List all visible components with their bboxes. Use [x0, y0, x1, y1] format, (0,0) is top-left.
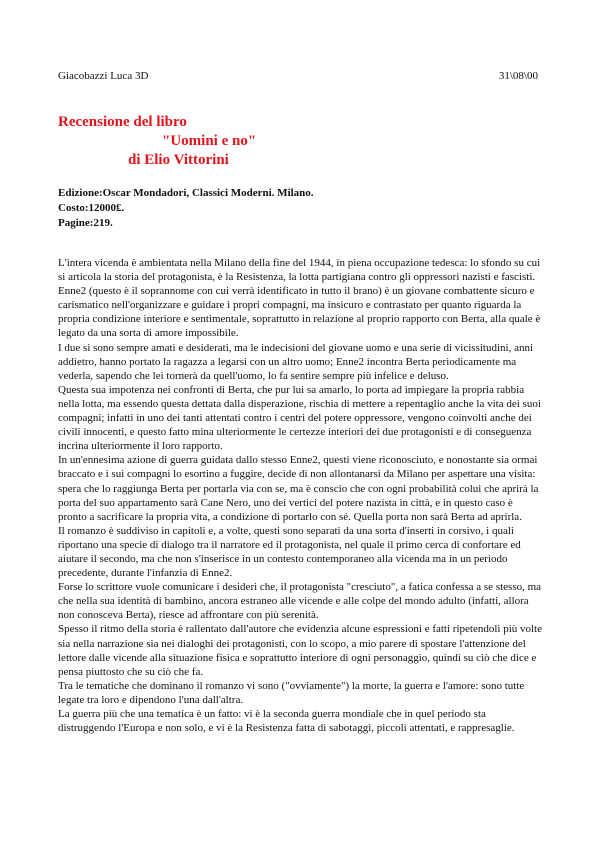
paragraph: In un'ennesima azione di guerra guidata dallo stesso Enne2, questi viene riconosciuto, e nonostante sia ormai braccato e i sui compagni lo esortino a fuggire, decide di non allontanarsi da Milano per aspettare una visita: spera che lo raggiunga Berta per portarla via con se, ma è conscio che con ogni probabilità colui che aprirà la porta del suo appartamento sarà Cane Nero, uno dei vertici del potere nazista in città, e in questo caso è pronto a sacrificare la propria vita, a condizione di portarlo con sé. Quella porta non sarà Berta ad aprirla.: [58, 454, 539, 523]
page-header: [58, 70, 538, 84]
paragraph: Spesso il ritmo della storia è rallentato dall'autore che evidenzia alcune espressioni e fatti ripetendoli più volte sia nella narrazione sia nei dialoghi dei protagonisti, con lo scopo, a mio parere di spostare l'attenzione del lettore dalle vicende alla situazione fisica e soprattutto interiore di ogni personaggio, quindi su ciò che dice e pensa piuttosto che su ciò che fa.: [58, 623, 542, 678]
paragraph: La guerra più che una tematica è un fatto: vi è la seconda guerra mondiale che in quel periodo sta distruggendo l'Europa e non solo, e vi è la Resistenza fatta di sabotaggi, piccoli attentati, e rappresaglie.: [58, 708, 515, 735]
paragraph: L'intera vicenda è ambientata nella Milano della fine del 1944, in piena occupazione tedesca: lo sfondo su cui si articola la storia del protagonista, è la Resistenza, la lotta partigiana contro gli oppressori nazisti e fascisti.: [58, 257, 541, 284]
paragraph: Questa sua impotenza nei confronti di Berta, che pur lui sa amarlo, lo porta ad impiegare la propria rabbia nella lotta, ma essendo questa dettata dalla disperazione, rischia di mettere a repentaglio anche la vita dei suoi compagni; infatti in uno dei tanti attentati contro i centri del potere oppressore, vengono coinvolti anche dei civili innocenti, e questo fatto mina ulteriormente le certezze interiori dei due protagonisti e di conseguenza incrina ulteriormente il loro rapporto.: [58, 383, 541, 453]
cost-info: Costo:12000₤.: [58, 202, 125, 214]
edition-info: Edizione:Oscar Mondadori, Classici Moderni. Milano.: [58, 187, 314, 199]
review-title: [58, 113, 538, 170]
paragraph: Il romanzo è suddiviso in capitoli e, a volte, questi sono separati da una sorta d'inserti in corsivo, i quali riportano una specie di dialogo tra il narratore ed il protagonista, nel quale il primo cerca di confortare ed aiutare il secondo, ma che non s'inserisce in un contesto contemporaneo alla vicenda ma in un periodo precedente, durante l'infanzia di Enne2.: [58, 524, 521, 580]
title-line-2: "Uomini e no": [162, 133, 257, 149]
paragraph: Forse lo scrittore vuole comunicare i desideri che, il protagonista "cresciuto", a fatica confessa a se stesso, ma che nella sua identità di bambino, ancora estraneo alle vicende e alle colpe del mondo adulto (infatti, allora non conosceva Berta), riesce ad affrontare con più serenità.: [58, 581, 542, 622]
title-line-3: di Elio Vittorini: [128, 152, 229, 168]
book-info: [58, 186, 314, 231]
author-class-label: Giacobazzi Luca 3D: [58, 70, 149, 82]
document-date: 31\08\00: [498, 70, 538, 82]
review-body: [58, 256, 543, 735]
paragraph: Tra le tematiche che dominano il romanzo vi sono ("ovviamente") la morte, la guerra e l'amore: sono tutte legate tra loro e dipendono l'una dall'altra.: [58, 679, 525, 706]
pages-info: Pagine:219.: [58, 217, 113, 229]
paragraph: Enne2 (questo è il soprannome con cui verrà identificato in tutto il brano) è un giovane combattente sicuro e carismatico nell'organizzare e guidare i propri compagni, ma insicuro e contrastato per quanto riguarda la propria condizione interiore e sentimentale, soprattutto in relazione al proprio rapporto con Berta, alla quale è legato da una sorta di amore impossibile.: [58, 285, 541, 340]
title-line-1: Recensione del libro: [58, 114, 187, 130]
paragraph: I due si sono sempre amati e desiderati, ma le indecisioni del giovane uomo e una serie di vicissitudini, anni addietro, hanno portato la ragazza a legarsi con un altro uomo; Enne2 incontra Berta periodicamente ma vederla, sapendo che lei tornerà da quell'uomo, lo fa sentire sempre più infelice e deluso.: [58, 341, 534, 382]
